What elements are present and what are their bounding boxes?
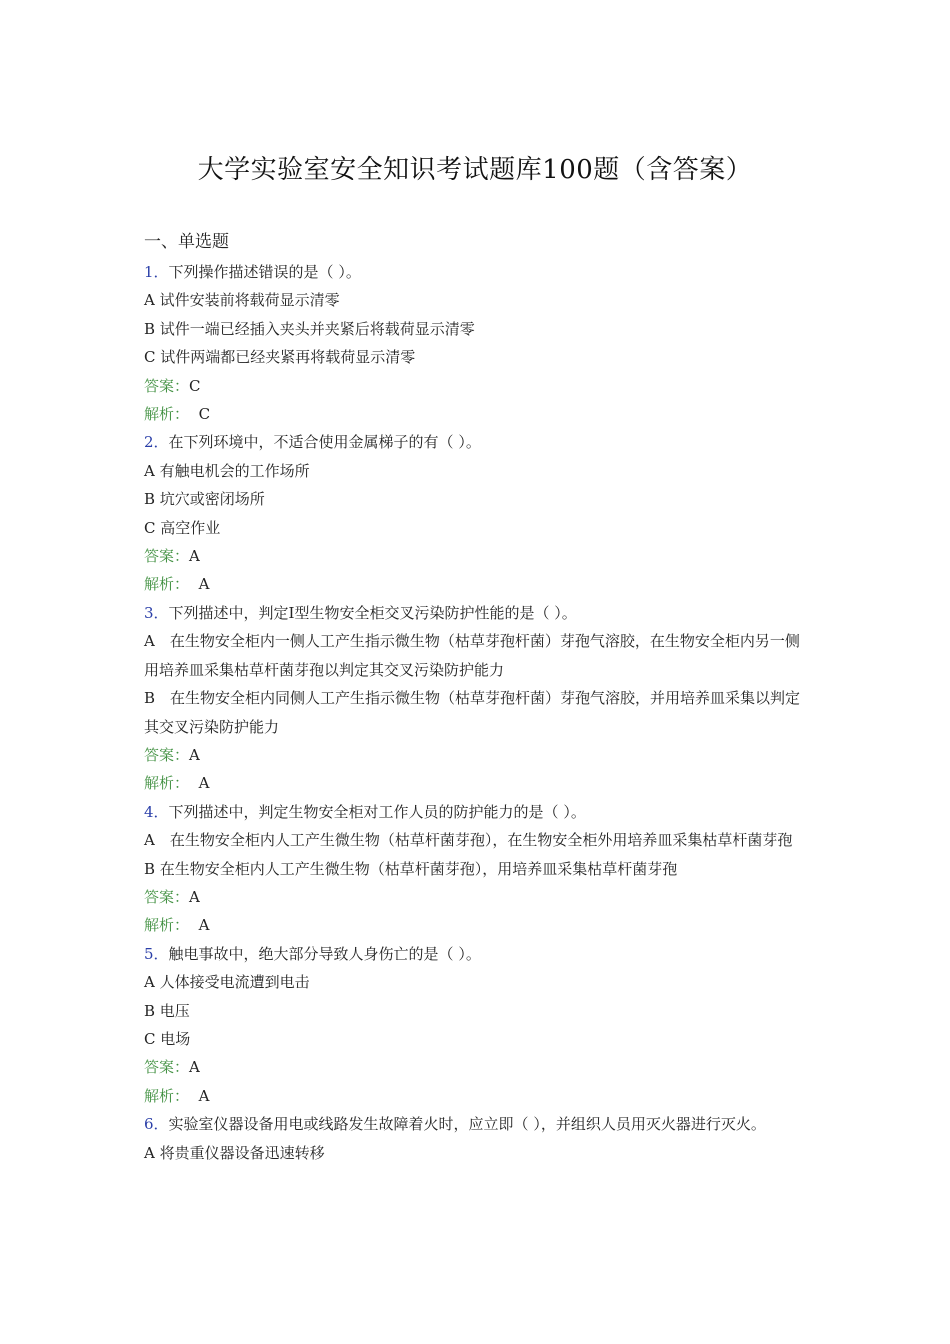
answer-line [144,542,812,570]
option: B 在生物安全柜内同侧人工产生指示微生物（枯草芽孢杆菌）芽孢气溶胶，并用培养皿采集以判定其交叉污染防护能力 [144,689,801,736]
option: C 试件两端都已经夹紧再将载荷显示清零 [144,348,416,367]
question-text: 下列操作描述错误的是（ ）。 [168,263,361,281]
document-title: 大学实验室安全知识考试题库100题（含答案） [197,155,753,185]
question-stem [144,1110,812,1138]
question-number: 4． [144,802,169,821]
option: B 电压 [144,1001,190,1020]
section-heading: 一、单选题 [144,232,229,252]
answer-label: 答案： [144,887,190,906]
answer-line [144,1053,812,1081]
question-stem [144,798,812,826]
analysis-value: A [198,916,210,935]
answer-line [144,741,812,769]
option: A 将贵重仪器设备迅速转移 [144,1143,325,1162]
analysis-label: 解析： [144,1086,190,1105]
analysis-label: 解析： [144,774,190,793]
question-stem [144,940,812,968]
answer-label: 答案： [144,1058,190,1077]
analysis-value: A [198,575,210,594]
question-3 [144,599,812,798]
answer-label: 答案： [144,547,190,566]
analysis-line [144,1082,812,1110]
answer-value: A [189,887,200,906]
question-text: 实验室仪器设备用电或线路发生故障着火时，应立即（ ），并组织人员用灭火器进行灭火。 [168,1115,766,1134]
question-5 [144,940,812,1110]
analysis-value: A [198,1086,210,1105]
question-2 [144,428,812,598]
question-stem [144,599,812,627]
analysis-line [144,400,812,428]
question-number: 5． [144,944,169,963]
answer-value: A [189,745,200,764]
option: A 在生物安全柜内人工产生微生物（枯草杆菌芽孢），在生物安全柜外用培养皿采集枯草杆菌芽孢 [144,831,793,850]
analysis-value: A [198,774,210,793]
question-6 [144,1110,812,1167]
option: A 有触电机会的工作场所 [144,461,310,480]
option: A 人体接受电流遭到电击 [144,973,310,992]
analysis-label: 解析： [144,916,190,935]
question-number: 2． [144,433,169,452]
answer-label: 答案： [144,745,190,764]
option: A 在生物安全柜内一侧人工产生指示微生物（枯草芽孢杆菌）芽孢气溶胶，在生物安全柜内另一侧用培养皿采集枯草杆菌芽孢以判定其交叉污染防护能力 [144,632,800,679]
question-number: 3． [144,603,169,622]
question-text: 下列描述中，判定生物安全柜对工作人员的防护能力的是（ ）。 [168,802,586,821]
answer-line [144,883,812,911]
option: A 试件安装前将载荷显示清零 [144,291,340,310]
question-number: 6． [144,1115,169,1134]
analysis-line [144,570,812,598]
question-stem [144,428,812,456]
answer-value: C [189,376,201,395]
question-4 [144,798,812,940]
analysis-label: 解析： [144,405,190,424]
question-stem [144,258,812,286]
option: B 坑穴或密闭场所 [144,490,265,509]
analysis-line [144,769,812,797]
analysis-label: 解析： [144,575,190,594]
option: C 电场 [144,1029,191,1048]
answer-line [144,372,812,400]
option: C 高空作业 [144,518,221,537]
option: B 在生物安全柜内人工产生微生物（枯草杆菌芽孢），用培养皿采集枯草杆菌芽孢 [144,859,678,878]
question-1 [144,258,812,428]
answer-label: 答案： [144,376,190,395]
document-body [144,228,812,1167]
answer-value: A [189,547,200,566]
question-text: 下列描述中，判定Ⅰ型生物安全柜交叉污染防护性能的是（ ）。 [168,603,577,622]
question-text: 触电事故中，绝大部分导致人身伤亡的是（ ）。 [168,944,481,963]
analysis-line [144,911,812,939]
answer-value: A [189,1058,200,1077]
option: B 试件一端已经插入夹头并夹紧后将载荷显示清零 [144,319,475,338]
analysis-value: C [198,405,211,424]
question-text: 在下列环境中，不适合使用金属梯子的有（ ）。 [168,433,481,452]
question-number: 1． [144,263,169,281]
